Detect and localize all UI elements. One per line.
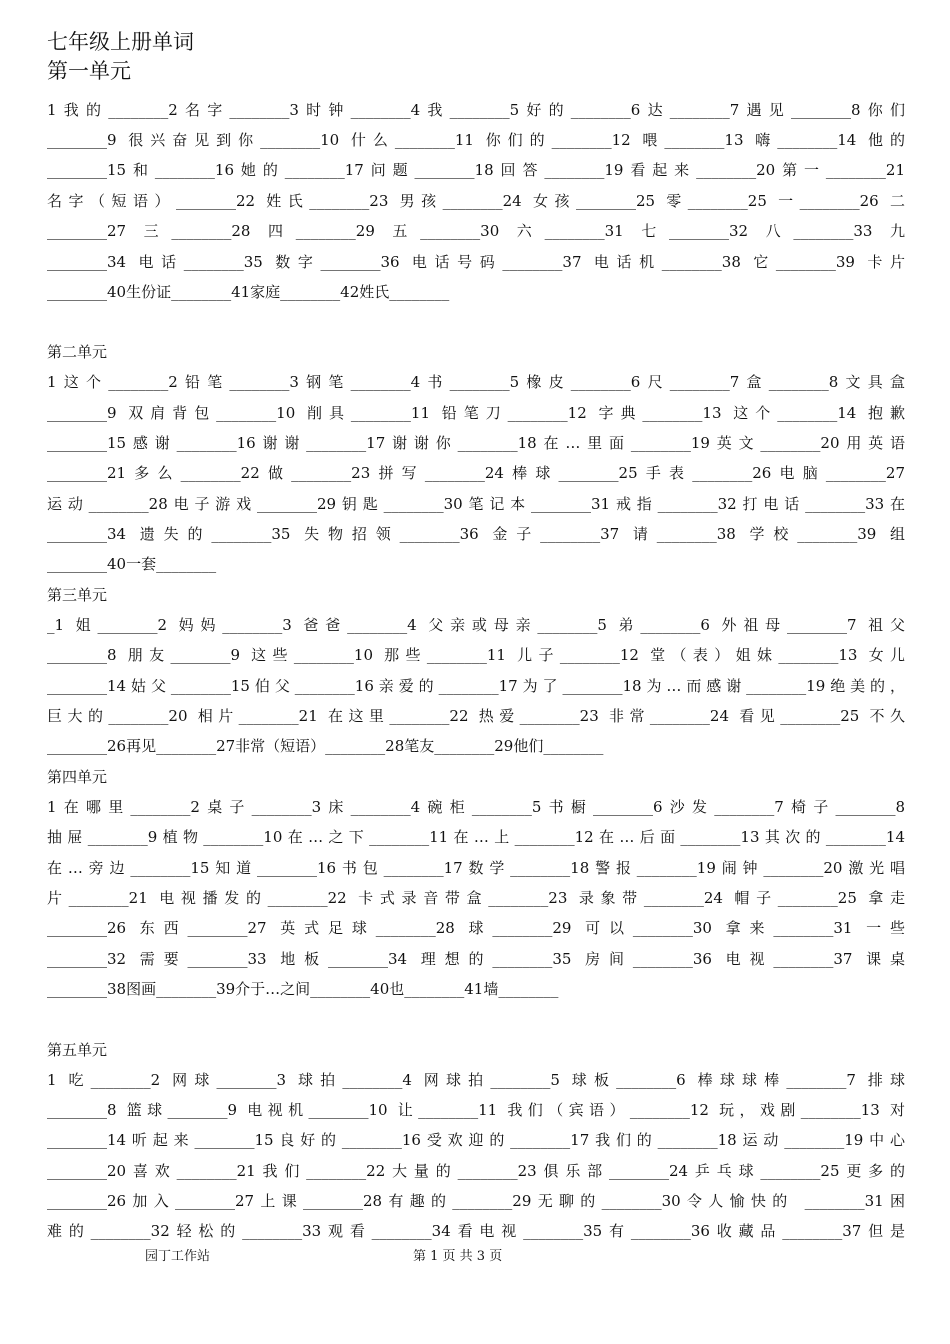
unit-4-line-3: 在…旁边________15知道________16书包________17数学________18警报________19闹钟________20激光唱 <box>47 859 905 877</box>
unit-4-line-6: ________32 需要________33 地板________34 理想的________35 房间________36 电视________37 课桌 <box>47 950 905 968</box>
unit-5-line-3: ________14听起来________15良好的________16受欢迎的________17我们的________18运动________19中心 <box>47 1131 905 1149</box>
unit-3-title: 第三单元 <box>47 586 108 604</box>
unit-2-line-7: ________40一套________ <box>47 555 217 573</box>
unit-2-line-1: 1这个________2铅笔________3钢笔________4书________5橡皮________6尺________7盒________8文具盒 <box>47 373 905 391</box>
unit-3-line-4: 巨大的________20 相片________21 在这里________22 热爱________23 非常________24 看见________25 不久 <box>47 707 905 725</box>
unit-4-line-2: 抽屉________9植物________10在…之下________11在…上________12在…后面________13其次的________14 <box>47 828 905 846</box>
footer-source: 园丁工作站 <box>145 1249 211 1264</box>
unit-2-line-6: ________34 遗失的________35 失物招领________36 金子________37 请________38 学校________39 组 <box>47 525 905 543</box>
unit-2-title: 第二单元 <box>47 343 108 361</box>
unit-5-line-2: ________8 篮球________9 电视机________10 让________11 我们（宾语）________12 玩，戏剧________13 对 <box>47 1101 905 1119</box>
unit-1-line-7: ________40生份证________41家庭________42姓氏________ <box>47 283 450 301</box>
unit-5-title: 第五单元 <box>47 1041 108 1059</box>
unit-3-line-5: ________26再见________27非常（短语）________28笔友________29他们________ <box>47 737 604 755</box>
unit-1-line-3: ________15和________16她的________17问题________18回答________19看起来________20第一________21 <box>47 161 905 179</box>
unit-2-line-3: ________15感谢________16谢谢________17谢谢你________18在…里面________19英文________20用英语 <box>47 434 905 452</box>
unit-1-line-6: ________34 电话________35 数字________36 电话号码________37 电话机________38 它________39 卡片 <box>47 253 905 271</box>
unit-1-line-5: ________27 三________28 四________29 五________30 六________31 七________32 八________33 九 <box>47 222 905 240</box>
unit-3-line-2: ________8 朋友________9 这些________10 那些________11 儿子________12 堂（表）姐妹________13 女儿 <box>47 646 905 664</box>
unit-5-line-4: ________20喜欢________21我们________22大量的________23俱乐部________24乒乓球________25更多的 <box>47 1162 905 1180</box>
unit-5-line-5: ________26加入________27上课________28有趣的________29无聊的________30令人愉快的 ________31困 <box>47 1192 905 1210</box>
unit-2-line-5: 运动________28电子游戏________29钥匙________30笔记本________31戒指________32打电话________33在 <box>47 495 905 513</box>
unit-3-line-1: _1 姐________2 妈妈________3 爸爸________4 父亲或母亲________5 弟________6 外祖母________7 祖父 <box>47 616 905 634</box>
unit-5-line-6: 难的________32轻松的________33观看________34看电视________35有________36收藏品________37但是 <box>47 1222 905 1240</box>
unit-1-title: 第一单元 <box>47 59 131 83</box>
unit-4-line-7: ________38图画________39介于…之间________40也________41墙________ <box>47 980 559 998</box>
unit-4-line-4: 片________21 电视播发的________22 卡式录音带盒________23 录象带________24 帽子________25 拿走 <box>47 889 905 907</box>
unit-4-title: 第四单元 <box>47 768 108 786</box>
document-title: 七年级上册单词 <box>47 30 194 54</box>
unit-4-line-1: 1在哪里________2桌子________3床________4碗柜________5书橱________6沙发________7椅子________8 <box>47 798 905 816</box>
unit-1-line-2: ________9 很兴奋见到你________10 什么________11 你们的________12 喂________13 嗨________14 他的 <box>47 131 905 149</box>
footer-page-number: 第 1 页 共 3 页 <box>413 1249 503 1264</box>
unit-4-line-5: ________26 东西________27 英式足球________28 球________29 可以________30 拿来________31 一些 <box>47 919 905 937</box>
unit-3-line-3: ________14姑父________15伯父________16亲爱的________17为了________18为…而感谢________19绝美的， <box>47 677 905 695</box>
unit-2-line-4: ________21多么________22做________23拼写________24棒球________25手表________26电脑________27 <box>47 464 905 482</box>
unit-1-line-1: 1我的________2名字________3时钟________4我________5好的________6达________7遇见________8你们 <box>47 101 905 119</box>
unit-5-line-1: 1 吃________2 网球________3 球拍________4 网球拍________5 球板________6 棒球球棒________7 排球 <box>47 1071 905 1089</box>
unit-1-line-4: 名字（短语）________22 姓氏________23 男孩________24 女孩________25 零________25 一________26 二 <box>47 192 905 210</box>
unit-2-line-2: ________9 双肩背包________10 削具________11 铅笔刀________12 字典________13 这个________14 抱歉 <box>47 404 905 422</box>
